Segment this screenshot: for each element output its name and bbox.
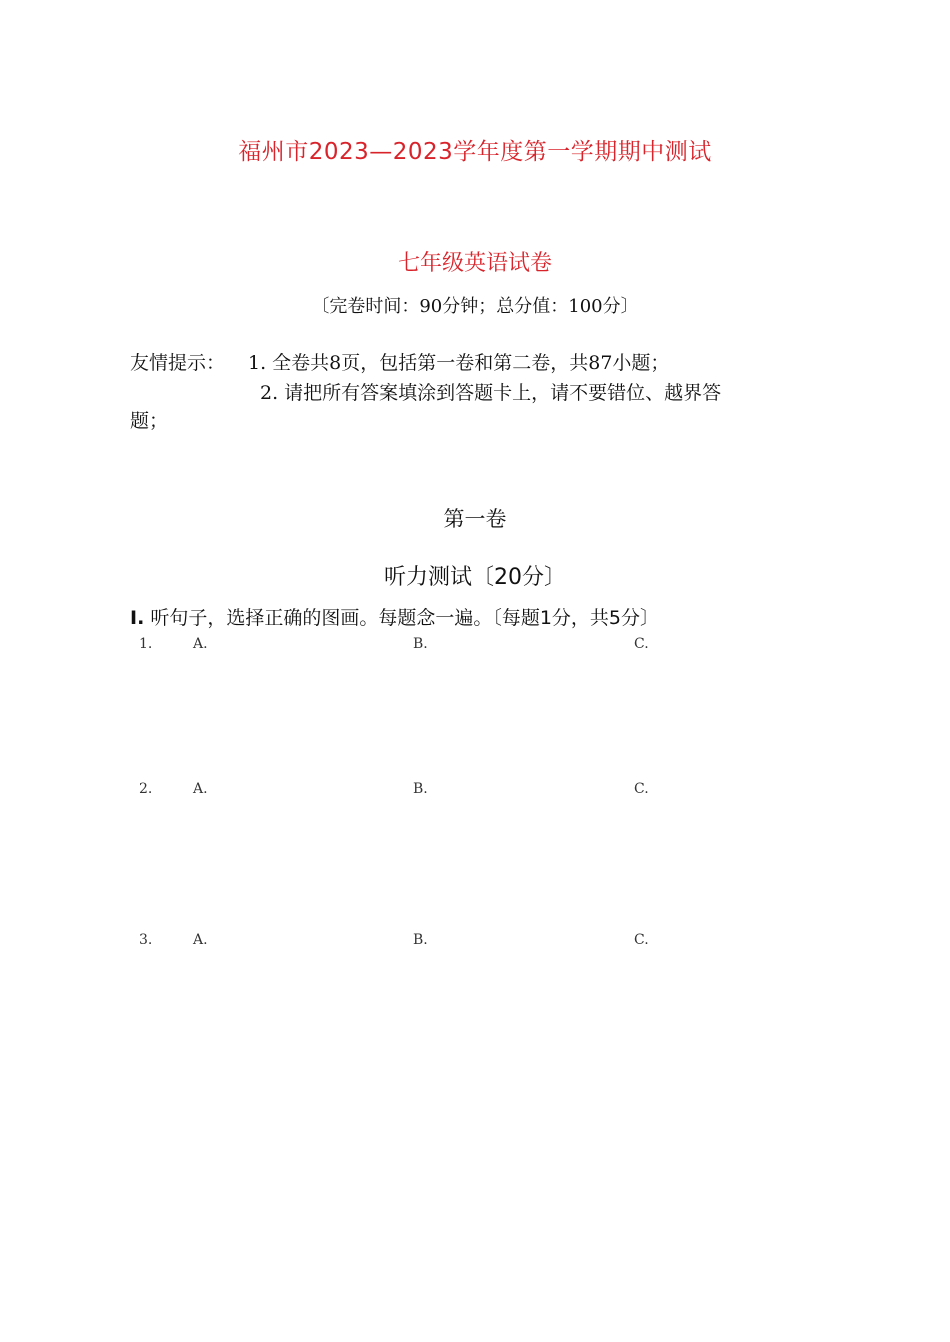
option-b: B. xyxy=(413,781,428,797)
document-title: 福州市2023—2023学年度第一学期期中测试 xyxy=(238,139,712,165)
tips-label: 友情提示： xyxy=(130,352,226,374)
option-b: B. xyxy=(413,932,428,948)
question-number: 3. xyxy=(139,932,153,948)
instruction-number: I. xyxy=(130,607,145,629)
question-number: 1. xyxy=(139,636,153,652)
option-a: A. xyxy=(193,781,208,797)
section-heading: 第一卷 xyxy=(443,507,507,531)
option-a: A. xyxy=(193,932,208,948)
instruction-text: 听句子，选择正确的图画。每题念一遍。〔每题1分，共5分〕 xyxy=(150,607,660,629)
option-a: A. xyxy=(193,636,208,652)
exam-meta: 〔完卷时间：90分钟；总分值：100分〕 xyxy=(311,296,639,317)
tip-item-2: 2. 请把所有答案填涂到答题卡上，请不要错位、越界答 xyxy=(260,382,722,404)
tip-item-1: 1. 全卷共8页，包括第一卷和第二卷，共87小题； xyxy=(248,352,670,374)
question-number: 2. xyxy=(139,781,153,797)
option-c: C. xyxy=(634,932,649,948)
part-heading: 听力测试〔20分〕 xyxy=(384,565,566,590)
option-c: C. xyxy=(634,781,649,797)
document-subtitle: 七年级英语试卷 xyxy=(397,251,552,276)
option-c: C. xyxy=(634,636,649,652)
tip-item-2-continued: 题； xyxy=(130,410,169,432)
instruction xyxy=(130,603,659,630)
option-b: B. xyxy=(413,636,428,652)
